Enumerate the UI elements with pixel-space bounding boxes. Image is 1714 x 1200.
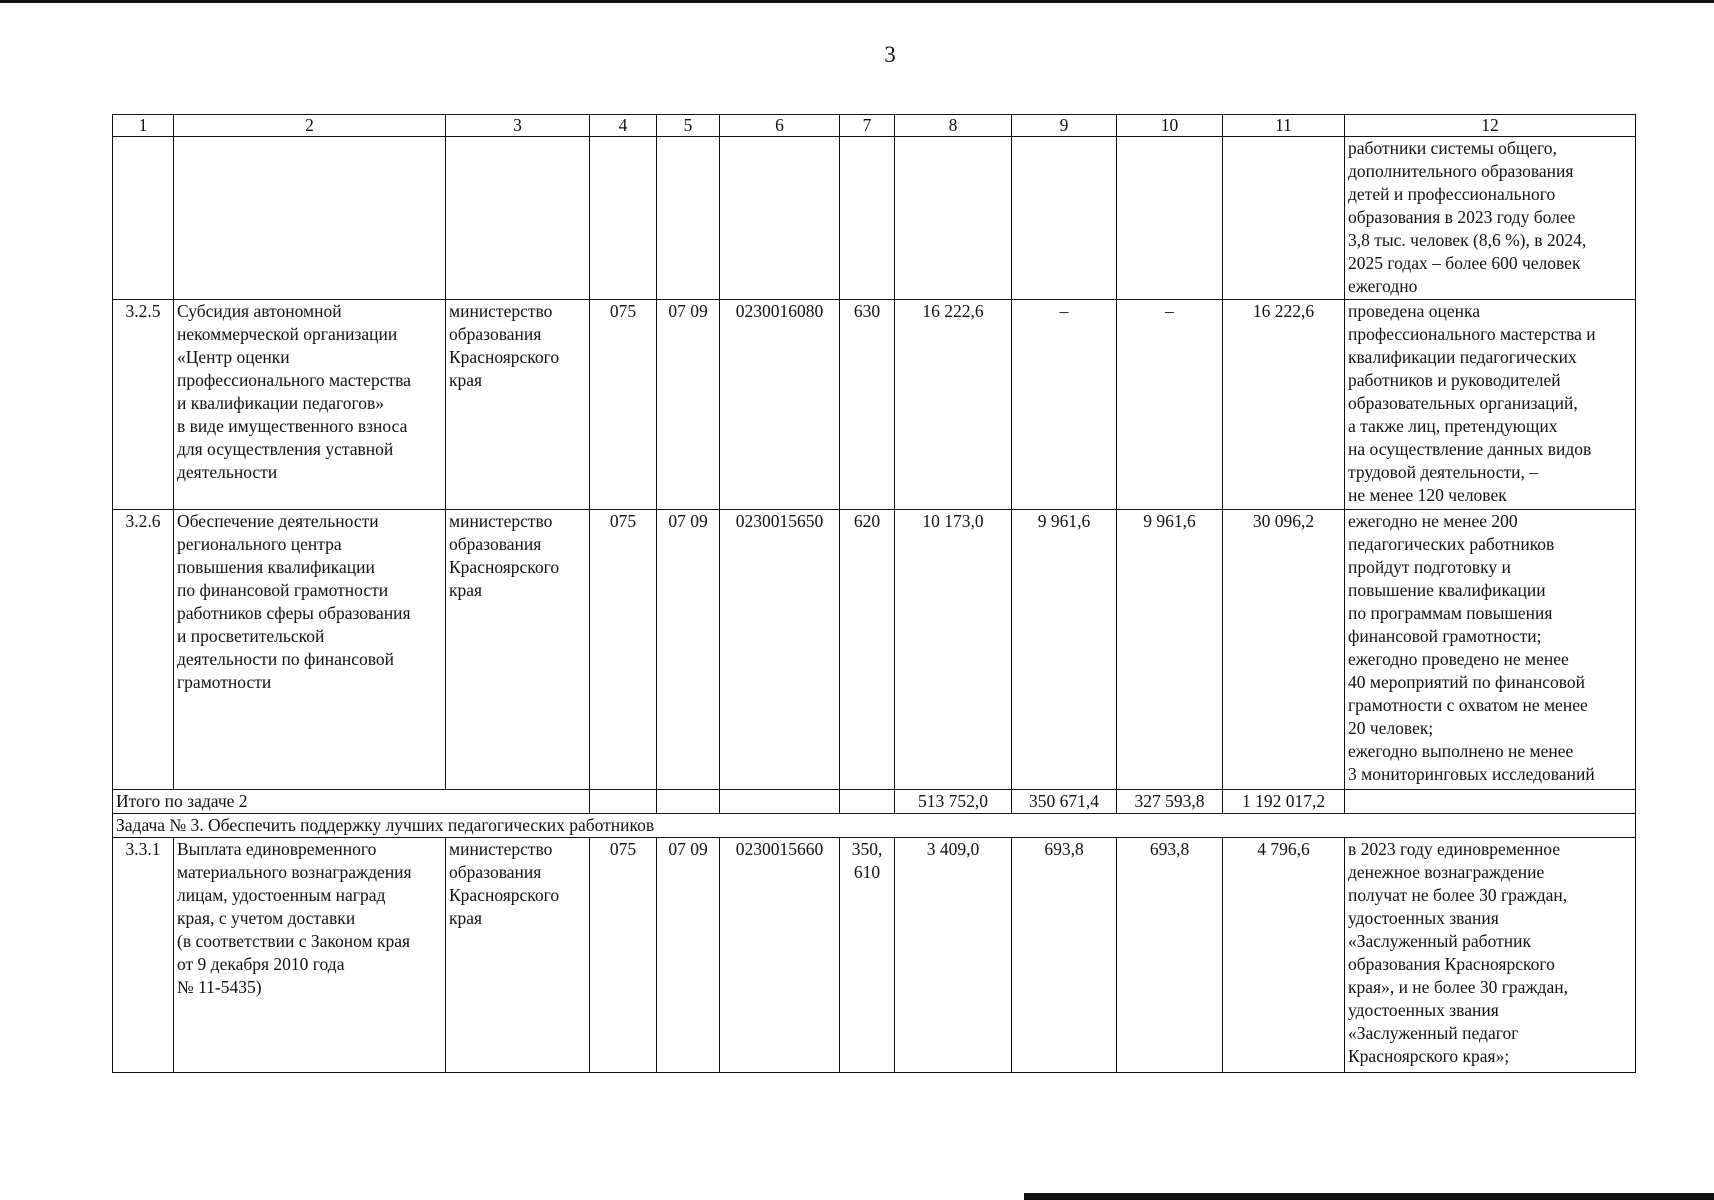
vr-code: 350, 610 <box>840 838 895 1073</box>
rzpr-code: 07 09 <box>657 838 720 1073</box>
row-number: 3.3.1 <box>113 838 174 1073</box>
csr-code: 0230016080 <box>720 300 840 510</box>
amount-total: 16 222,6 <box>1223 300 1345 510</box>
header-cell: 11 <box>1223 115 1345 137</box>
header-cell: 6 <box>720 115 840 137</box>
measure-name: Субсидия автономной некоммерческой организации «Центр оценки профессионального мастерства и квалификации педагогов» в виде имущественного взноса для осуществления уставной деятельности <box>174 300 446 510</box>
total-2025: 327 593,8 <box>1117 790 1223 814</box>
scan-edge-bottom <box>1024 1193 1714 1200</box>
amount-2025: – <box>1117 300 1223 510</box>
table-row <box>113 510 1636 790</box>
expected-result-cell: работники системы общего, дополнительного образования детей и профессионального образования в 2023 году более 3,8 тыс. человек (8,6 %), в 2024, 2025 годах – более 600 человек ежегодно <box>1345 137 1636 300</box>
header-cell: 10 <box>1117 115 1223 137</box>
header-cell: 3 <box>446 115 590 137</box>
table-row <box>113 838 1636 1073</box>
agency-cell: министерство образования Красноярского края <box>446 838 590 1073</box>
vr-code: 620 <box>840 510 895 790</box>
header-cell: 8 <box>895 115 1012 137</box>
row-number: 3.2.6 <box>113 510 174 790</box>
total-row <box>113 790 1636 814</box>
header-cell: 1 <box>113 115 174 137</box>
row-number: 3.2.5 <box>113 300 174 510</box>
expected-result-cell: проведена оценка профессионального мастерства и квалификации педагогических работников и руководителей образовательных организаций, а также лиц, претендующих на осуществление данных видов трудовой деятельности, – не менее 120 человек <box>1345 300 1636 510</box>
task-heading-row <box>113 814 1636 838</box>
agency-cell: министерство образования Красноярского края <box>446 300 590 510</box>
total-2023: 513 752,0 <box>895 790 1012 814</box>
amount-2023: 3 409,0 <box>895 838 1012 1073</box>
amount-2024: 693,8 <box>1012 838 1117 1073</box>
agency-cell: министерство образования Красноярского края <box>446 510 590 790</box>
table-row <box>113 300 1636 510</box>
measure-name: Выплата единовременного материального вознаграждения лицам, удостоенным наград края, с учетом доставки (в соответствии с Законом края от 9 декабря 2010 года № 11-5435) <box>174 838 446 1073</box>
amount-2025: 693,8 <box>1117 838 1223 1073</box>
amount-2023: 10 173,0 <box>895 510 1012 790</box>
measure-name: Обеспечение деятельности регионального центра повышения квалификации по финансовой грамотности работников сферы образования и просветительской деятельности по финансовой грамотности <box>174 510 446 790</box>
amount-total: 4 796,6 <box>1223 838 1345 1073</box>
expected-result-cell: в 2023 году единовременное денежное вознаграждение получат не более 30 граждан, удостоенных звания «Заслуженный работник образования Красноярского края», и не более 30 граждан, удостоенных звания «Заслуженный педагог Красноярского края»; <box>1345 838 1636 1073</box>
rzpr-code: 07 09 <box>657 510 720 790</box>
page-number: 3 <box>884 42 896 67</box>
grbs-code: 075 <box>590 510 657 790</box>
header-cell: 2 <box>174 115 446 137</box>
rzpr-code: 07 09 <box>657 300 720 510</box>
table-row <box>113 137 1636 300</box>
total-2024: 350 671,4 <box>1012 790 1117 814</box>
vr-code: 630 <box>840 300 895 510</box>
header-cell: 7 <box>840 115 895 137</box>
grbs-code: 075 <box>590 300 657 510</box>
grbs-code: 075 <box>590 838 657 1073</box>
total-label: Итого по задаче 2 <box>113 790 590 814</box>
header-cell: 4 <box>590 115 657 137</box>
header-row <box>113 115 1636 137</box>
program-measures-table <box>112 114 1636 1073</box>
amount-2024: – <box>1012 300 1117 510</box>
csr-code: 0230015650 <box>720 510 840 790</box>
amount-2025: 9 961,6 <box>1117 510 1223 790</box>
header-cell: 5 <box>657 115 720 137</box>
amount-2023: 16 222,6 <box>895 300 1012 510</box>
expected-result-cell: ежегодно не менее 200 педагогических работников пройдут подготовку и повышение квалификации по программам повышения финансовой грамотности; ежегодно проведено не менее 40 мероприятий по финансовой грамотности с охватом не менее 20 человек; ежегодно выполнено не менее 3 мониторинговых исследований <box>1345 510 1636 790</box>
amount-2024: 9 961,6 <box>1012 510 1117 790</box>
header-cell: 9 <box>1012 115 1117 137</box>
total-all-years: 1 192 017,2 <box>1223 790 1345 814</box>
amount-total: 30 096,2 <box>1223 510 1345 790</box>
csr-code: 0230015660 <box>720 838 840 1073</box>
scan-edge-top <box>0 0 1714 3</box>
header-cell: 12 <box>1345 115 1636 137</box>
task-title: Задача № 3. Обеспечить поддержку лучших педагогических работников <box>113 814 1636 838</box>
